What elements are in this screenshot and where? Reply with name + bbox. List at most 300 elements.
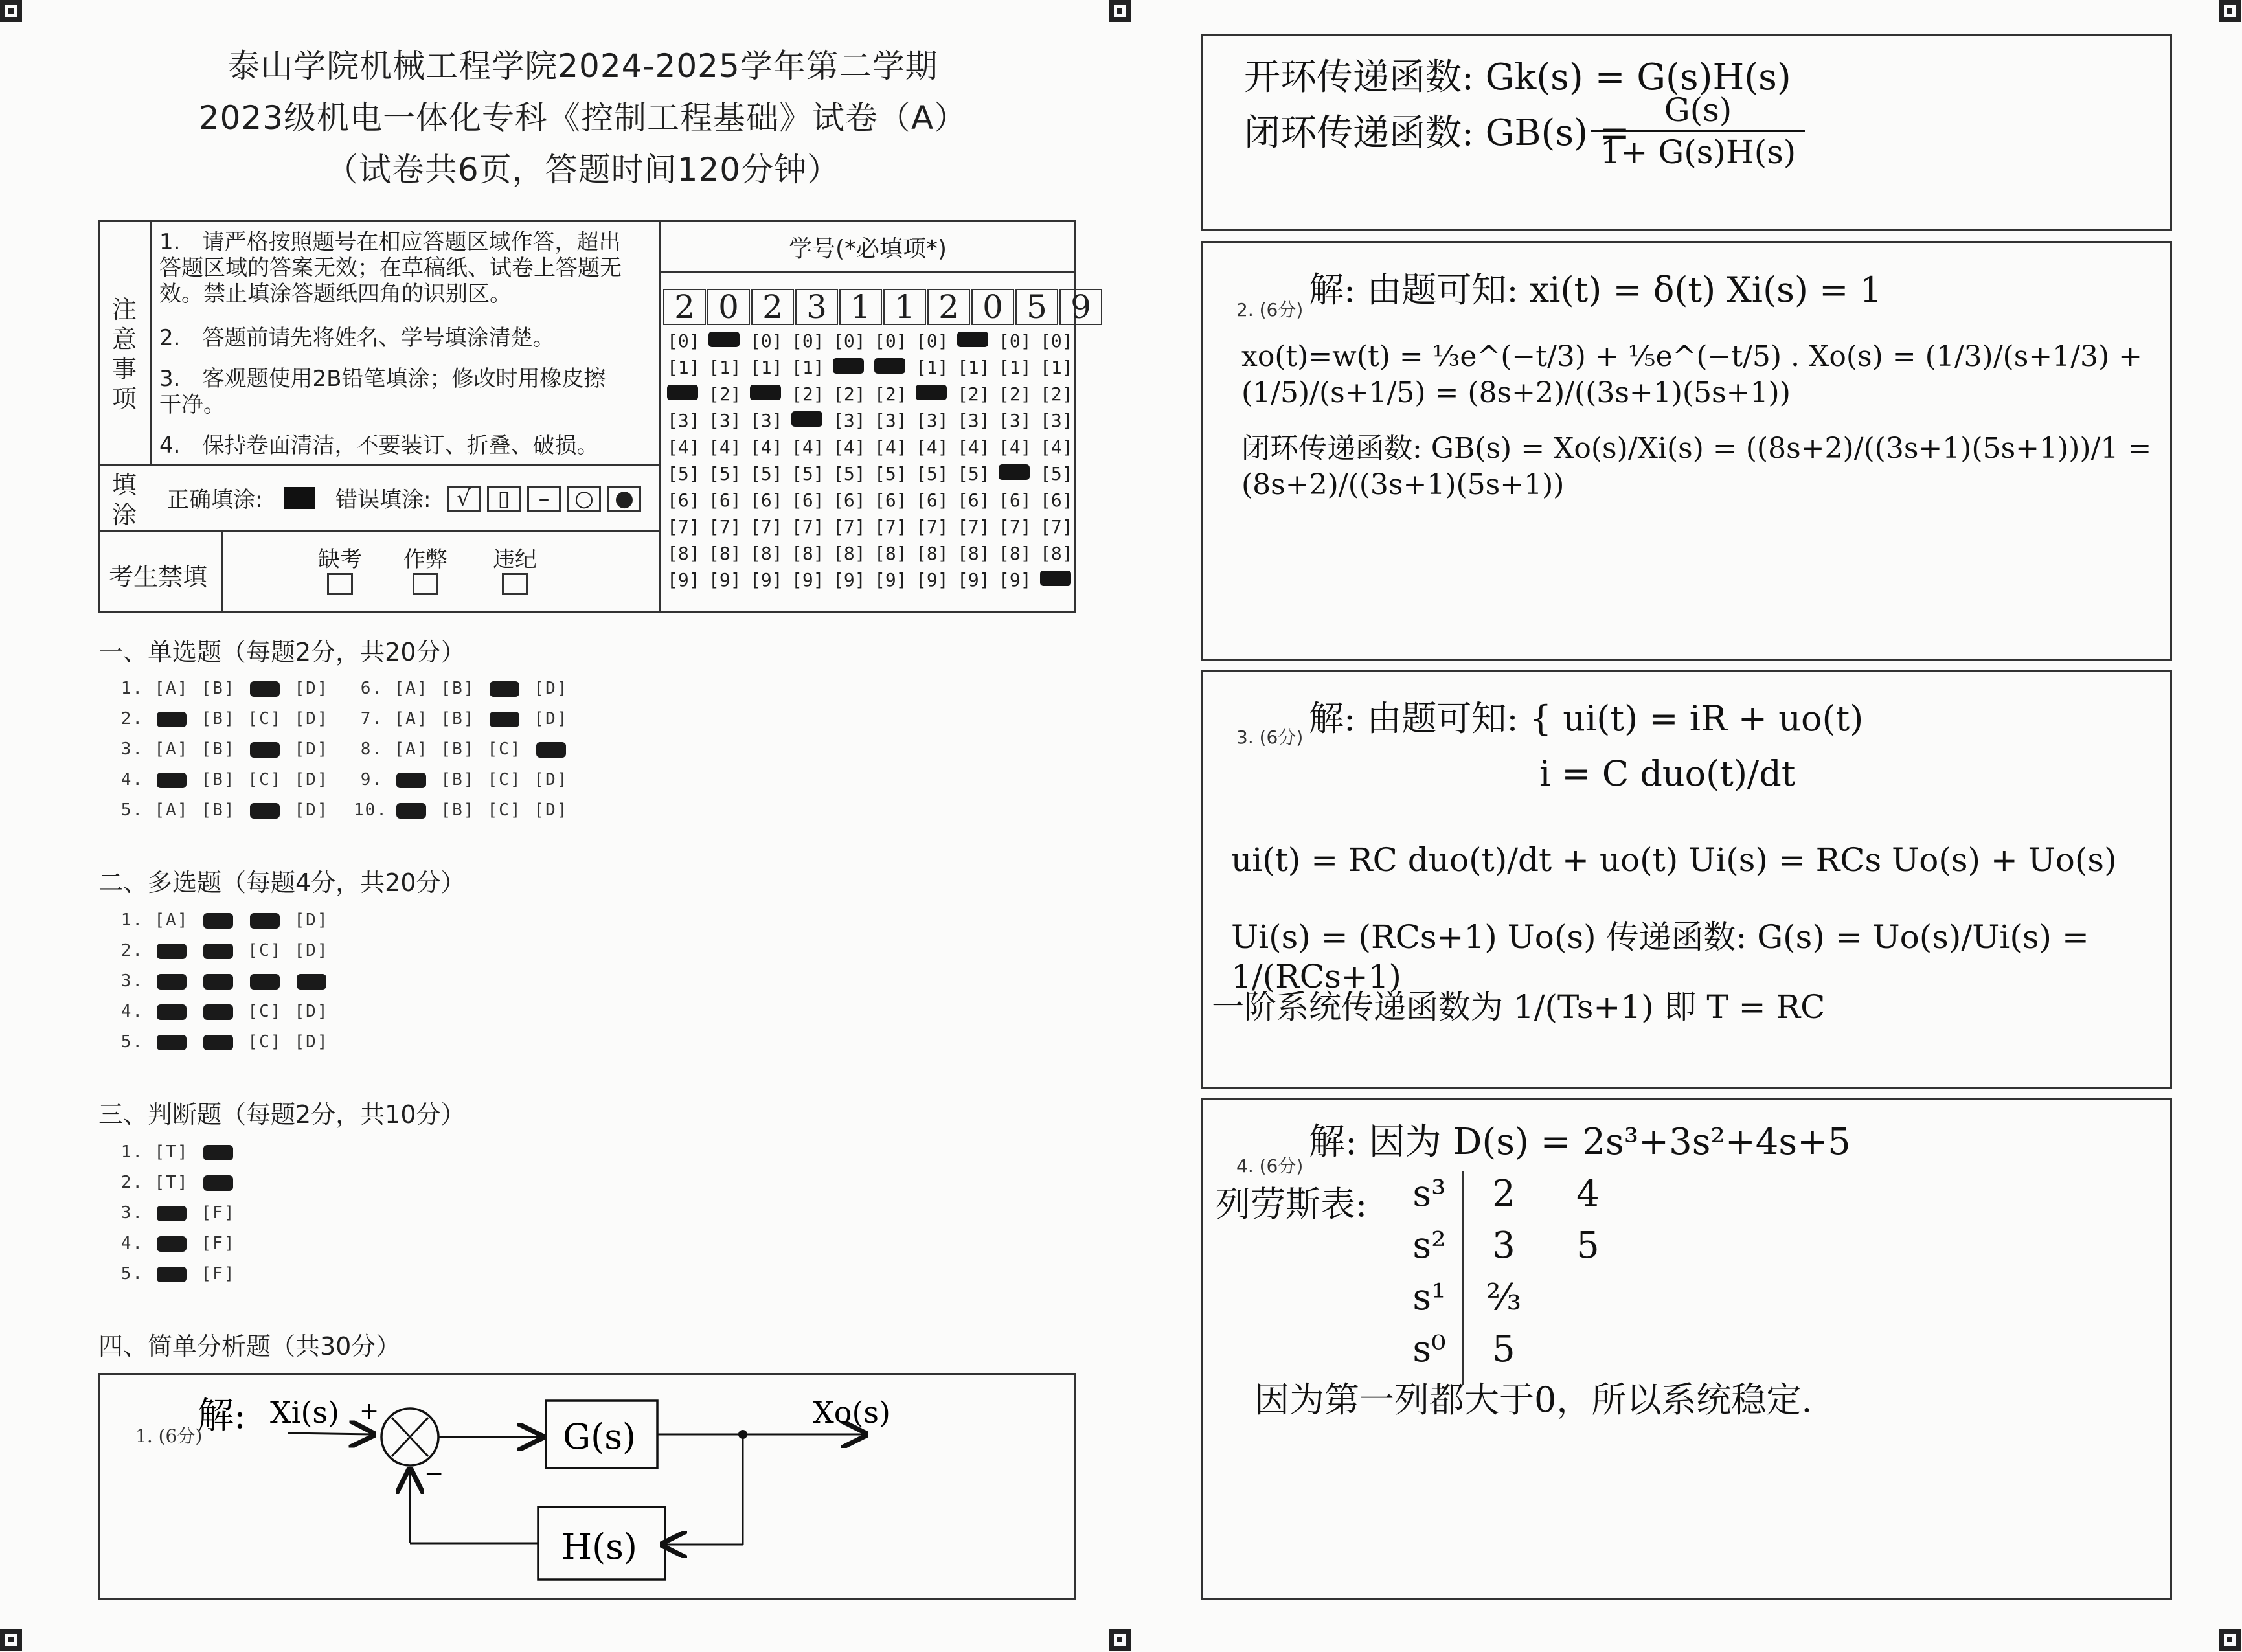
question-number: 1.: [120, 679, 144, 698]
bubble-filled[interactable]: [916, 383, 957, 410]
student-id-digit: 2: [927, 289, 970, 325]
option-d[interactable]: [D]: [294, 770, 329, 789]
option-filled[interactable]: [392, 800, 430, 820]
bubble[interactable]: [7]: [750, 516, 783, 537]
option-filled[interactable]: [153, 971, 190, 991]
multiple-choice-row: [114, 1032, 330, 1052]
flag-violation-checkbox[interactable]: [502, 573, 528, 595]
examiner-only-label: 考生禁填: [109, 563, 208, 591]
option-t[interactable]: [T]: [154, 1142, 189, 1162]
bubble[interactable]: [2]: [1040, 383, 1073, 405]
bubble[interactable]: [3]: [1040, 410, 1073, 431]
option-f[interactable]: [F]: [201, 1234, 236, 1253]
judge-row: [114, 1142, 237, 1162]
question-number: 4.: [120, 770, 144, 789]
bubble[interactable]: [7]: [957, 516, 990, 537]
routh-power: s¹: [1412, 1276, 1446, 1318]
single-choice-row: [354, 709, 570, 729]
question-number: 5.: [120, 1264, 144, 1284]
student-id-digit: 1: [839, 289, 882, 325]
bubble[interactable]: [2]: [957, 383, 990, 405]
exam-title-line2: 2023级机电一体化专科《控制工程基础》试卷（A）: [198, 99, 968, 137]
option-c[interactable]: [C]: [487, 770, 522, 789]
question-number: 4.: [120, 1002, 144, 1021]
bubble[interactable]: [3]: [874, 410, 907, 431]
option-c[interactable]: [C]: [247, 1032, 282, 1052]
bubble[interactable]: [9]: [791, 569, 824, 591]
option-d[interactable]: [D]: [294, 709, 329, 729]
q3-line2: i = C duo(t)/dt: [1539, 753, 1796, 794]
bubble[interactable]: [4]: [1040, 436, 1073, 458]
student-id-bubble-column: [750, 330, 791, 596]
bubble[interactable]: [1]: [957, 357, 990, 378]
bubble[interactable]: [1]: [750, 357, 783, 378]
option-c[interactable]: [C]: [247, 1002, 282, 1021]
option-filled[interactable]: [153, 1032, 190, 1052]
option-d[interactable]: [D]: [294, 740, 329, 759]
option-filled[interactable]: [199, 1173, 237, 1192]
option-filled[interactable]: [486, 679, 523, 698]
section-judge-title: 三、判断题（每题2分，共10分）: [98, 1100, 466, 1129]
option-a[interactable]: [A]: [154, 679, 189, 698]
option-d[interactable]: [D]: [294, 911, 329, 930]
single-choice-row: [354, 800, 570, 820]
fill-side-label: 填涂: [111, 471, 137, 529]
q3-line4: Ui(s) = (RCs+1) Uo(s) 传递函数: G(s) = Uo(s)/Ui(s) = 1/(RCs+1): [1231, 918, 2089, 995]
option-d[interactable]: [D]: [294, 679, 329, 698]
bubble[interactable]: [4]: [750, 436, 783, 458]
single-choice-row: [114, 709, 330, 729]
bubble[interactable]: [0]: [999, 330, 1032, 352]
closed-loop-tf-label: 闭环传递函数: GB(s) =: [1244, 112, 1630, 154]
single-choice-row: [114, 679, 330, 698]
notice-item-3: 3. 客观题使用2B铅笔填涂；修改时用橡皮擦干净。: [159, 366, 606, 418]
option-b[interactable]: [B]: [201, 770, 236, 789]
bubble[interactable]: [9]: [874, 569, 907, 591]
g-block-label: G(s): [563, 1416, 636, 1457]
bubble[interactable]: [7]: [874, 516, 907, 537]
bubble[interactable]: [2]: [791, 383, 824, 405]
question-number: 3.: [120, 740, 144, 759]
bubble[interactable]: [4]: [957, 436, 990, 458]
bubble[interactable]: [4]: [791, 436, 824, 458]
bubble[interactable]: [4]: [667, 436, 700, 458]
single-choice-row: [354, 770, 570, 789]
flag-cheat: 作弊: [403, 541, 448, 601]
wrong-mark-circle: ○: [567, 486, 601, 512]
student-id-digit: 0: [707, 289, 750, 325]
bubble[interactable]: [3]: [708, 410, 742, 431]
block-diagram: [100, 1375, 1074, 1598]
bubble[interactable]: [1]: [916, 357, 949, 378]
q1-input-label: Xi(s): [270, 1395, 339, 1430]
option-b[interactable]: [B]: [440, 709, 475, 729]
option-filled[interactable]: [153, 770, 190, 789]
bubble[interactable]: [9]: [999, 569, 1032, 591]
student-id-digit: 9: [1059, 289, 1102, 325]
notice-side-label: 注意事项: [111, 295, 137, 413]
bubble[interactable]: [1]: [791, 357, 824, 378]
option-filled[interactable]: [153, 941, 190, 960]
judge-row: [114, 1203, 237, 1223]
corner-marker: [1109, 1629, 1131, 1651]
bubble[interactable]: [7]: [667, 516, 700, 537]
option-b[interactable]: [B]: [440, 770, 475, 789]
routh-power: s⁰: [1412, 1328, 1446, 1370]
bubble[interactable]: [6]: [916, 490, 949, 511]
multiple-choice-row: [114, 971, 330, 991]
student-id-bubble-column: [708, 330, 750, 596]
bubble[interactable]: [4]: [999, 436, 1032, 458]
q3-answer-box: [1201, 670, 2172, 1089]
flag-violation: 违纪: [492, 541, 538, 601]
bubble[interactable]: [9]: [916, 569, 949, 591]
question-number: 3.: [120, 971, 144, 991]
bubble[interactable]: [8]: [750, 543, 783, 564]
option-a[interactable]: [A]: [154, 740, 189, 759]
wrong-mark-dash: –: [527, 486, 561, 512]
bubble[interactable]: [3]: [916, 410, 949, 431]
student-id-bubble-column: [667, 330, 708, 596]
bubble[interactable]: [5]: [916, 463, 949, 484]
option-d[interactable]: [D]: [294, 1002, 329, 1021]
student-id-bubble-column: [957, 330, 999, 596]
bubble[interactable]: [5]: [1040, 463, 1073, 484]
bubble[interactable]: [3]: [750, 410, 783, 431]
bubble[interactable]: [8]: [916, 543, 949, 564]
notice-item-1: 1. 请严格按照题号在相应答题区域作答，超出答题区域的答案无效；在草稿纸、试卷上答题无效。禁止填涂答题纸四角的识别区。: [159, 229, 622, 307]
bubble[interactable]: [6]: [708, 490, 742, 511]
option-filled[interactable]: [392, 770, 430, 789]
option-b[interactable]: [B]: [201, 679, 236, 698]
routh-row: [1397, 1271, 1630, 1323]
option-c[interactable]: [C]: [487, 740, 522, 759]
bubble-filled[interactable]: [833, 357, 874, 383]
q1-answer-box: [98, 1373, 1076, 1600]
q2-line2: xo(t)=w(t) = ⅓e^(−t/3) + ⅕e^(−t/5) . Xo(s) = (1/3)/(s+1/3) + (1/5)/(s+1/5) = (8s+2)/((3s+1)(5s+1)): [1241, 340, 2142, 409]
bubble[interactable]: [0]: [916, 330, 949, 352]
bubble[interactable]: [5]: [833, 463, 866, 484]
routh-power: s²: [1412, 1224, 1446, 1267]
bubble-filled[interactable]: [667, 383, 708, 410]
bubble[interactable]: [7]: [916, 516, 949, 537]
bubble[interactable]: [9]: [667, 569, 700, 591]
corner-marker: [2219, 1629, 2241, 1651]
option-d[interactable]: [D]: [294, 800, 329, 820]
option-d[interactable]: [D]: [534, 709, 569, 729]
question-number: 8.: [360, 740, 383, 759]
bubble[interactable]: [1]: [1040, 357, 1073, 378]
option-f[interactable]: [F]: [201, 1264, 236, 1284]
question-number: 2.: [120, 1173, 144, 1192]
question-number: 2.: [120, 709, 144, 729]
multiple-choice-row: [114, 911, 330, 930]
exam-title-line3: （试卷共6页，答题时间120分钟）: [325, 151, 841, 188]
flag-absent-checkbox[interactable]: [327, 573, 353, 595]
bubble[interactable]: [4]: [916, 436, 949, 458]
option-b[interactable]: [B]: [201, 800, 236, 820]
bubble[interactable]: [4]: [874, 436, 907, 458]
q4-line1: 解: 因为 D(s) = 2s³+3s²+4s+5: [1309, 1121, 1851, 1163]
q4-answer-box: [1201, 1098, 2172, 1600]
bubble[interactable]: [7]: [833, 516, 866, 537]
corner-marker: [0, 0, 22, 22]
bubble-filled[interactable]: [999, 463, 1040, 490]
bubble-filled[interactable]: [791, 410, 833, 436]
option-filled[interactable]: [153, 709, 190, 729]
bubble[interactable]: [9]: [833, 569, 866, 591]
corner-marker: [0, 1629, 22, 1651]
option-b[interactable]: [B]: [440, 740, 475, 759]
option-filled[interactable]: [246, 971, 284, 991]
section-analysis-title: 四、简单分析题（共30分）: [98, 1332, 401, 1361]
option-filled[interactable]: [199, 941, 237, 960]
bubble[interactable]: [2]: [999, 383, 1032, 405]
bubble[interactable]: [4]: [708, 436, 742, 458]
bubble[interactable]: [6]: [667, 490, 700, 511]
option-d[interactable]: [D]: [534, 679, 569, 698]
option-f[interactable]: [F]: [201, 1203, 236, 1223]
bubble-filled[interactable]: [750, 383, 791, 410]
option-filled[interactable]: [532, 740, 570, 759]
student-id-digit: 0: [971, 289, 1014, 325]
option-filled[interactable]: [153, 1234, 190, 1253]
bubble[interactable]: [7]: [708, 516, 742, 537]
wrong-fill-samples: [447, 486, 641, 512]
bubble[interactable]: [5]: [750, 463, 783, 484]
bubble[interactable]: [2]: [833, 383, 866, 405]
option-a[interactable]: [A]: [394, 709, 429, 729]
bubble[interactable]: [9]: [708, 569, 742, 591]
bubble[interactable]: [8]: [708, 543, 742, 564]
correct-fill-label: 正确填涂:: [167, 487, 263, 513]
bubble[interactable]: [5]: [874, 463, 907, 484]
option-filled[interactable]: [246, 911, 284, 930]
question-number: 1.: [120, 1142, 144, 1162]
option-filled[interactable]: [199, 911, 237, 930]
option-a[interactable]: [A]: [394, 740, 429, 759]
option-b[interactable]: [B]: [201, 709, 236, 729]
bubble[interactable]: [0]: [750, 330, 783, 352]
student-id-bubble-column: [1040, 330, 1081, 596]
bubble[interactable]: [1]: [708, 357, 742, 378]
question-number: 4.: [120, 1234, 144, 1253]
bubble[interactable]: [6]: [999, 490, 1032, 511]
option-filled[interactable]: [153, 1002, 190, 1021]
corner-marker: [2219, 0, 2241, 22]
q1-plus-sign: +: [359, 1398, 379, 1425]
bubble[interactable]: [7]: [1040, 516, 1073, 537]
option-d[interactable]: [D]: [294, 1032, 329, 1052]
question-number: 2.: [120, 941, 144, 960]
question-number: 1.: [120, 911, 144, 930]
q2-line1: 解: 由题可知: xi(t) = δ(t) Xi(s) = 1: [1309, 269, 1882, 310]
bubble[interactable]: [3]: [667, 410, 700, 431]
bubble[interactable]: [5]: [708, 463, 742, 484]
q2-label: 2. (6分): [1236, 299, 1304, 321]
bubble[interactable]: [2]: [708, 383, 742, 405]
option-filled[interactable]: [486, 709, 523, 729]
routh-table-label: 列劳斯表:: [1216, 1184, 1368, 1225]
option-c[interactable]: [C]: [487, 800, 522, 820]
bubble[interactable]: [9]: [957, 569, 990, 591]
bubble[interactable]: [5]: [957, 463, 990, 484]
bubble[interactable]: [0]: [833, 330, 866, 352]
question-number: 9.: [360, 770, 383, 789]
section-multiple-title: 二、多选题（每题4分，共20分）: [98, 868, 466, 897]
student-id-digit: 2: [663, 289, 706, 325]
q3-line5: 一阶系统传递函数为 1/(Ts+1) 即 T = RC: [1212, 988, 1826, 1026]
bubble-filled[interactable]: [1040, 569, 1081, 596]
option-b[interactable]: [B]: [201, 740, 236, 759]
bubble[interactable]: [5]: [667, 463, 700, 484]
option-b[interactable]: [B]: [440, 800, 475, 820]
routh-coefficient: 2: [1492, 1172, 1515, 1215]
routh-table: [1397, 1168, 1630, 1375]
option-filled[interactable]: [246, 679, 284, 698]
student-id-bubble-column: [791, 330, 833, 596]
option-c[interactable]: [C]: [247, 709, 282, 729]
option-filled[interactable]: [246, 740, 284, 759]
bubble[interactable]: [5]: [791, 463, 824, 484]
open-loop-tf: 开环传递函数: Gk(s) = G(s)H(s): [1244, 56, 1791, 98]
q1-minus-sign: −: [424, 1460, 444, 1487]
bubble[interactable]: [2]: [874, 383, 907, 405]
single-choice-row: [114, 770, 330, 789]
bubble[interactable]: [1]: [667, 357, 700, 378]
bubble[interactable]: [3]: [833, 410, 866, 431]
q1-label: 1. (6分): [135, 1425, 203, 1447]
multiple-choice-row: [114, 1002, 330, 1021]
bubble[interactable]: [6]: [833, 490, 866, 511]
bubble[interactable]: [8]: [1040, 543, 1073, 564]
bubble[interactable]: [8]: [874, 543, 907, 564]
option-filled[interactable]: [199, 1032, 237, 1052]
wrong-fill-label: 错误填涂:: [335, 487, 431, 513]
closed-loop-fraction: [1591, 91, 1805, 171]
student-id-bubble-column: [874, 330, 916, 596]
student-id-digits: [663, 289, 1104, 325]
option-c[interactable]: [C]: [247, 941, 282, 960]
q3-line1: 解: 由题可知: { ui(t) = iR + uo(t): [1309, 698, 1864, 739]
bubble[interactable]: [8]: [833, 543, 866, 564]
multiple-choice-row: [114, 941, 330, 960]
bubble[interactable]: [7]: [999, 516, 1032, 537]
judge-row: [114, 1234, 237, 1253]
bubble[interactable]: [6]: [1040, 490, 1073, 511]
q1-continued-box: [1201, 34, 2172, 231]
judge-row: [114, 1264, 237, 1284]
q1-output-label: Xo(s): [813, 1395, 890, 1430]
judge-row: [114, 1173, 237, 1192]
q1-solution-mark: 解:: [198, 1395, 246, 1437]
option-filled[interactable]: [153, 1203, 190, 1223]
student-id-title: 学号(*必填项*): [788, 236, 947, 262]
bubble[interactable]: [6]: [957, 490, 990, 511]
bubble[interactable]: [6]: [874, 490, 907, 511]
q4-label: 4. (6分): [1236, 1155, 1304, 1177]
option-filled[interactable]: [293, 971, 330, 991]
section-single-title: 一、单选题（每题2分，共20分）: [98, 638, 466, 666]
option-d[interactable]: [D]: [294, 941, 329, 960]
student-id-bubble-column: [916, 330, 957, 596]
bubble-filled[interactable]: [874, 357, 916, 383]
bubble-filled[interactable]: [957, 330, 999, 357]
bubble[interactable]: [8]: [999, 543, 1032, 564]
option-b[interactable]: [B]: [440, 679, 475, 698]
bubble[interactable]: [3]: [957, 410, 990, 431]
option-a[interactable]: [A]: [394, 679, 429, 698]
bubble[interactable]: [3]: [999, 410, 1032, 431]
routh-coefficient: 3: [1492, 1224, 1515, 1267]
q3-label: 3. (6分): [1236, 727, 1304, 748]
student-id-digit: 1: [883, 289, 926, 325]
question-number: 5.: [120, 800, 144, 820]
notice-item-4: 4. 保持卷面清洁，不要装订、折叠、破损。: [159, 433, 599, 458]
student-id-bubble-column: [833, 330, 874, 596]
bubble[interactable]: [7]: [791, 516, 824, 537]
option-d[interactable]: [D]: [534, 800, 569, 820]
question-number: 5.: [120, 1032, 144, 1052]
bubble[interactable]: [8]: [957, 543, 990, 564]
bubble[interactable]: [6]: [750, 490, 783, 511]
student-id-digit: 2: [751, 289, 794, 325]
bubble[interactable]: [8]: [667, 543, 700, 564]
option-filled[interactable]: [246, 800, 284, 820]
option-filled[interactable]: [153, 1264, 190, 1284]
flag-cheat-checkbox[interactable]: [413, 573, 438, 595]
h-block-label: H(s): [561, 1526, 637, 1567]
option-filled[interactable]: [199, 1142, 237, 1162]
student-id-digit: 3: [795, 289, 838, 325]
option-t[interactable]: [T]: [154, 1173, 189, 1192]
q3-line3: ui(t) = RC duo(t)/dt + uo(t) Ui(s) = RCs Uo(s) + Uo(s): [1231, 841, 2117, 879]
bubble[interactable]: [0]: [791, 330, 824, 352]
question-number: 3.: [120, 1203, 144, 1223]
option-d[interactable]: [D]: [534, 770, 569, 789]
question-number: 6.: [360, 679, 383, 698]
bubble[interactable]: [0]: [874, 330, 907, 352]
routh-power: s³: [1412, 1172, 1446, 1215]
bubble-filled[interactable]: [708, 330, 750, 357]
single-choice-row: [114, 740, 330, 759]
fraction-numerator: G(s): [1664, 91, 1732, 129]
option-filled[interactable]: [199, 971, 237, 991]
bubble[interactable]: [0]: [1040, 330, 1073, 352]
fraction-denominator: 1+ G(s)H(s): [1600, 133, 1796, 171]
routh-row: [1397, 1168, 1630, 1219]
flag-absent: 缺考: [317, 541, 363, 601]
bubble[interactable]: [4]: [833, 436, 866, 458]
bubble[interactable]: [9]: [750, 569, 783, 591]
option-c[interactable]: [C]: [247, 770, 282, 789]
exam-title-line1: 泰山学院机械工程学院2024-2025学年第二学期: [227, 47, 938, 85]
bubble[interactable]: [0]: [667, 330, 700, 352]
q2-line3: 闭环传递函数: GB(s) = Xo(s)/Xi(s) = ((8s+2)/((3s+1)(5s+1)))/1 = (8s+2)/((3s+1)(5s+1)): [1241, 432, 2152, 501]
bubble[interactable]: [6]: [791, 490, 824, 511]
bubble[interactable]: [8]: [791, 543, 824, 564]
student-id-digit: 5: [1015, 289, 1058, 325]
single-choice-row: [114, 800, 330, 820]
routh-coefficient: ⅔: [1486, 1276, 1522, 1318]
student-id-bubbles: [667, 330, 1081, 596]
corner-marker: [1109, 0, 1131, 22]
option-a[interactable]: [A]: [154, 911, 189, 930]
routh-row: [1397, 1219, 1630, 1271]
bubble[interactable]: [1]: [999, 357, 1032, 378]
option-filled[interactable]: [199, 1002, 237, 1021]
option-a[interactable]: [A]: [154, 800, 189, 820]
